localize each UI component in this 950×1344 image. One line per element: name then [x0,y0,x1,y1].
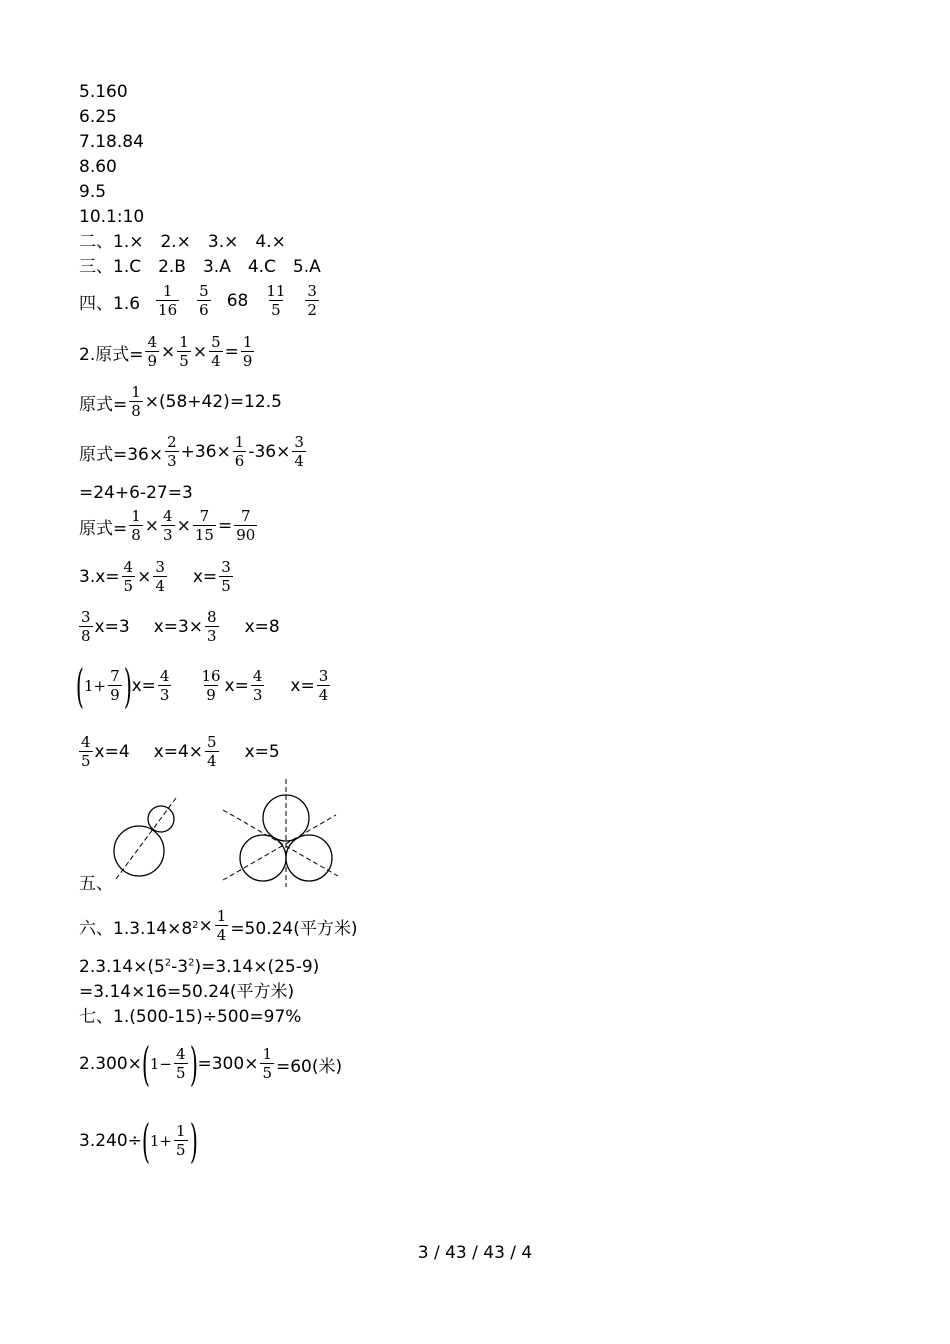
section-4-line-1 [79,283,321,319]
expr-text: x=4× [153,742,204,762]
expr-text: 原式= [79,518,128,539]
expr-text: x= [224,676,249,696]
fraction: $\frac{3}{2}$ [307,282,317,319]
expr-text: 原式=36× [79,444,164,465]
sec4-prefix: 四、1.6 [79,293,141,314]
q3-line-3 [75,659,332,713]
fraction: $\frac{5}{4}$ [211,333,221,370]
section-4-line-6 [79,508,259,544]
fraction: $\frac{4}{5}$ [123,558,134,595]
fraction: $\frac{1}{6}$ [234,433,245,470]
fraction: $\frac{4}{3}$ [159,667,170,704]
expr-text: 1+ [149,1132,172,1150]
expr-text: 2.原式= [79,344,144,365]
expr-text: x=3 [94,617,130,637]
fraction: $\frac{1}{8}$ [131,507,141,544]
fraction: $\frac{3}{4}$ [294,433,304,470]
fraction: $\frac{7}{9}$ [110,667,120,704]
parenthesis-group: ( 1+ $\frac{1}{5}$ ) [141,1114,198,1168]
figure-three-circles [223,779,338,887]
expr-text: ×(58+42)=12.5 [144,392,282,412]
section-4-line-5: =24+6-27=3 [79,483,193,503]
expr-text: -36× [248,442,291,462]
q3-line-2 [79,609,280,645]
expr-text: 1+ [83,677,107,695]
expr-text: x=3× [153,617,204,637]
parenthesis-group: ( 1+ $\frac{7}{9}$ ) [75,659,132,713]
exponent: 2 [188,957,195,969]
expr-text: x= [131,676,156,696]
fraction: $\frac{16}{9}$ [201,667,221,704]
fraction: $\frac{1}{5}$ [179,333,189,370]
symmetry-axis-diagonal-1 [223,810,338,876]
figure-two-circles [114,798,176,879]
answer-10: 10.1:10 [79,207,145,227]
expr-text: 3.x= [79,567,120,587]
equals-sign: = [217,516,233,536]
times-sign: × [144,516,160,536]
fraction: $\frac{3}{8}$ [81,608,91,645]
section-7-line-2 [79,1037,343,1091]
exponent: 2 [164,957,172,969]
fraction: $\frac{5}{6}$ [199,282,209,319]
section-6-line-2 [79,957,319,977]
answer-6: 6.25 [79,107,117,127]
symmetry-axis [116,798,176,879]
expr-text: x= [192,567,218,587]
section-4-line-4 [79,434,308,470]
right-circle [286,835,332,881]
section-5-label: 五、 [79,874,113,894]
fraction: $\frac{7}{90}$ [236,507,256,544]
times-sign: × [137,567,152,587]
fraction: $\frac{4}{9}$ [147,333,158,370]
fraction: $\frac{11}{5}$ [266,282,286,319]
sec4-mid-value: 68 [226,291,249,311]
section-6-line-1: 六、1.3.14×8 2 × $\frac{1}{4}$ =50.24(平方米) [79,907,358,944]
q3-line-1 [79,559,235,595]
expr-text: x=5 [244,742,280,762]
expr-text: 3.240÷ [79,1131,142,1151]
times-sign: × [192,342,208,362]
fraction: $\frac{2}{3}$ [167,433,177,470]
q3-line-4 [79,734,280,770]
fraction: $\frac{1}{5}$ [176,1122,186,1159]
expr-text: x=8 [244,617,280,637]
section-7-line-3 [79,1114,198,1168]
expr-text: 1− [149,1055,172,1073]
section-6-line-3: =3.14×16=50.24(平方米) [79,982,295,1002]
page-number-footer: 3 / 43 / 43 / 4 [417,1243,533,1263]
section-2-answers: 二、1.× 2.× 3.× 4.× [79,232,286,252]
fraction: $\frac{1}{4}$ [216,907,227,944]
section-3-answers: 三、1.C 2.B 3.A 4.C 5.A [79,257,321,277]
fraction: $\frac{7}{15}$ [194,507,214,544]
section-7-line-1: 七、1.(500-15)÷500=97% [79,1007,302,1027]
expr-text: +36× [180,442,231,462]
fraction: $\frac{4}{3}$ [163,507,173,544]
expr-text: x= [290,676,315,696]
times-sign: × [176,516,191,536]
expr-text: 2.3.14×(5 [79,957,165,977]
fraction: $\frac{3}{4}$ [318,667,329,704]
expr-text: -3 [171,957,189,977]
answer-8: 8.60 [79,157,117,177]
expr-text: x=4 [94,742,130,762]
times-sign: × [161,342,176,362]
symmetry-axis-diagonal-2 [223,815,336,880]
symmetry-figures [100,775,350,890]
answer-7: 7.18.84 [79,132,144,152]
fraction: $\frac{1}{9}$ [242,333,253,370]
expr-text: 六、1.3.14×8 [79,918,193,939]
fraction: $\frac{1}{16}$ [158,282,178,319]
fraction: $\frac{4}{5}$ [81,733,91,770]
fraction: $\frac{8}{3}$ [207,608,217,645]
expr-text: 2.300× [79,1054,142,1074]
section-4-line-3 [79,384,282,420]
fraction: $\frac{3}{4}$ [155,558,165,595]
equals-sign: = [224,342,239,362]
times-sign: × [198,916,213,936]
answer-9: 9.5 [79,182,107,202]
answer-5: 5.160 [79,82,128,102]
large-circle [114,826,164,876]
fraction: $\frac{3}{5}$ [221,558,231,595]
expr-text: =300× [197,1054,259,1074]
expr-text: =50.24(平方米) [230,918,358,939]
fraction: $\frac{4}{3}$ [252,667,263,704]
expr-text: 原式= [79,394,128,415]
fraction: $\frac{1}{5}$ [262,1045,272,1082]
fraction: $\frac{5}{4}$ [207,733,217,770]
section-4-line-2 [79,334,256,370]
fraction: $\frac{4}{5}$ [176,1045,186,1082]
parenthesis-group: ( 1− $\frac{4}{5}$ ) [141,1037,198,1091]
expr-text: =60(米) [275,1056,343,1077]
fraction: $\frac{1}{8}$ [131,383,141,420]
expr-text: )=3.14×(25-9) [194,957,320,977]
